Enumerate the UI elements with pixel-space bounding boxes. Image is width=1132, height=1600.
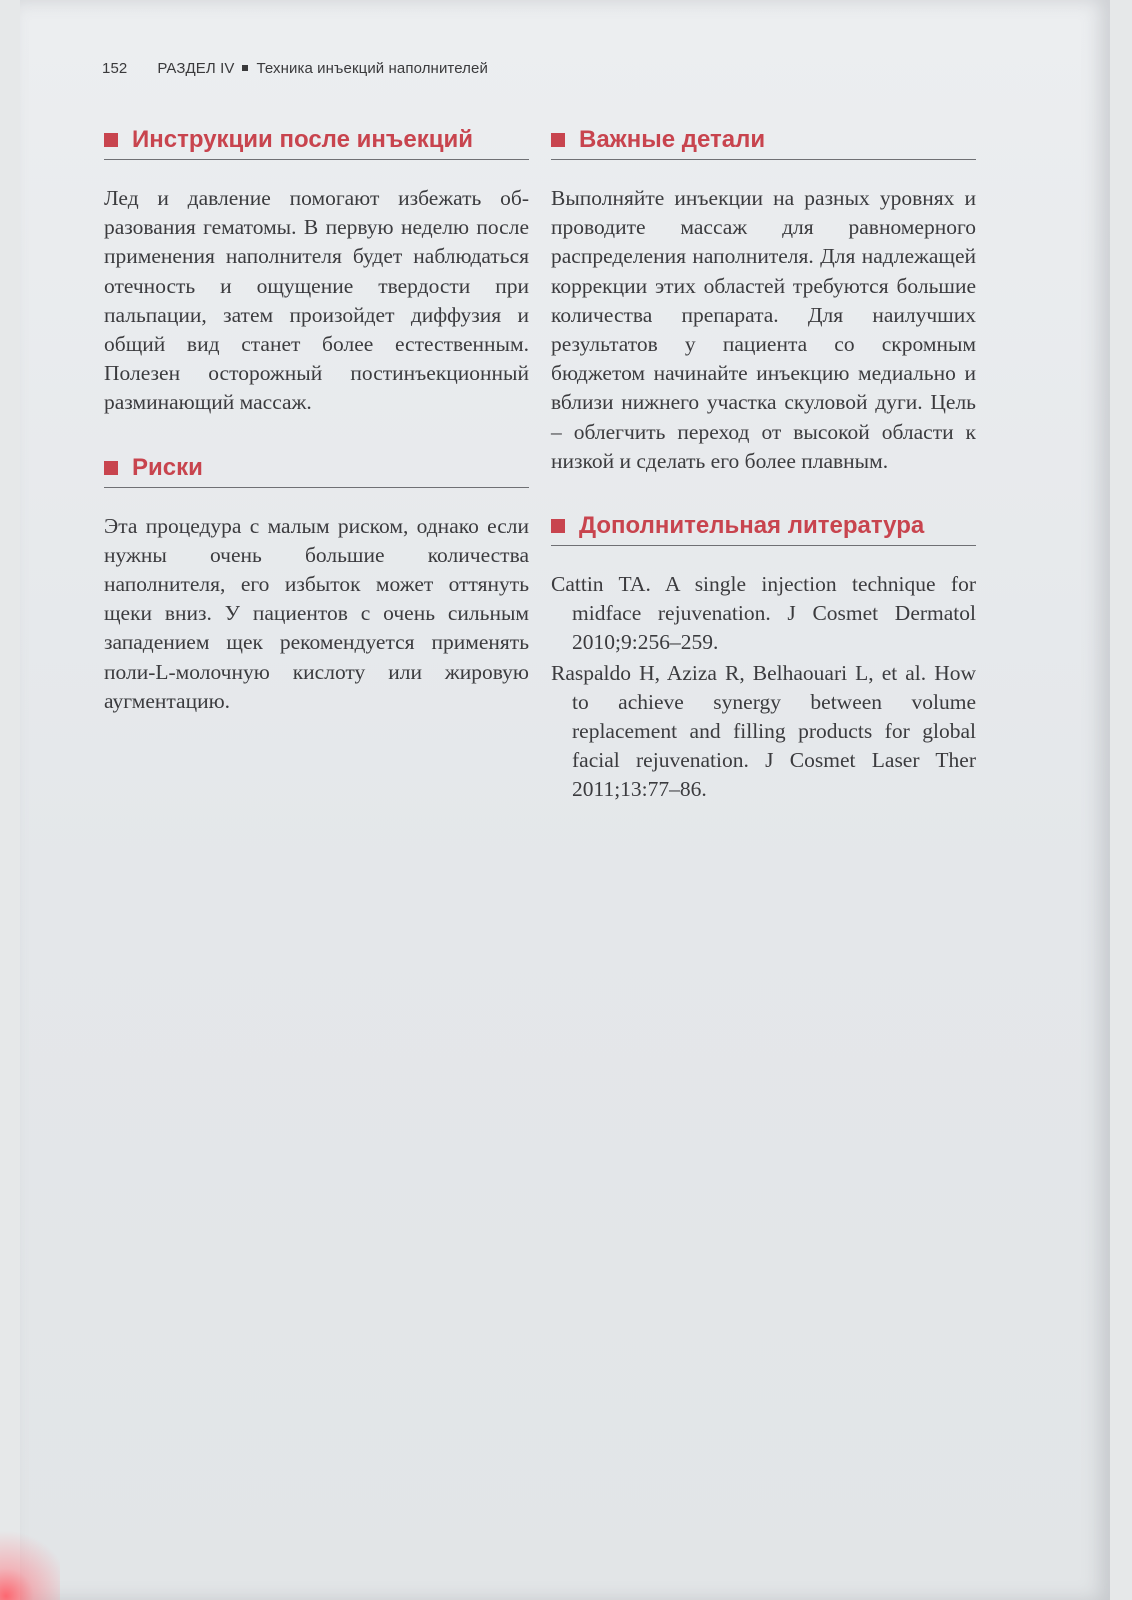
- separator-square-icon: [242, 65, 248, 71]
- heading-square-icon: [551, 519, 565, 533]
- section-heading-important-details: [551, 124, 976, 160]
- section-heading-post-injection: [104, 124, 529, 160]
- heading-square-icon: [551, 133, 565, 147]
- left-column: [104, 124, 529, 716]
- reference-item: Raspaldo H, Aziza R, Belhaouari L, et al. How to achieve synergy between volume replacement and filling products for global facial rejuvenation. J Cosmet Laser Ther 2011;13:77–86.: [551, 661, 976, 802]
- important-details-paragraph: Выполняйте инъекции на разных уровнях и проводите массаж для равномерного распределения наполнителя. Для надлежащей коррекции этих областей требуются большие количества препарата. Для наилучших результатов у пациента со скромным бюджетом начинайте инъекцию медиально и вблизи нижнего участка скуловой дуги. Цель – облегчить переход от высокой области к низкой и сделать его более плавным.: [551, 186, 976, 473]
- book-page: [20, 0, 1110, 1600]
- section-heading-risks: [104, 452, 529, 488]
- running-head: [102, 60, 488, 77]
- section-heading-further-reading: [551, 510, 976, 546]
- page-number: 152: [102, 60, 128, 77]
- reference-list: [551, 570, 976, 804]
- heading-text: Важные детали: [579, 126, 766, 153]
- section-label: РАЗДЕЛ IV: [157, 60, 235, 77]
- risks-paragraph: Эта процедура с малым риском, однако если нужны очень большие количества наполнителя, его избыток может оттянуть щеки вниз. У пациентов с очень сильным западением щек рекомендуется применять поли-L-молочную кислоту или жировую аугментацию.: [104, 513, 529, 713]
- post-injection-paragraph: Лед и давление помогают избежать образования гематомы. В первую неделю после применения наполнителя будет наблюдаться отечность и ощущение твердости при пальпации, затем произойдет диффузия и общий вид станет более естественным. Полезен осторожный постинъекционный разминающий массаж.: [104, 186, 529, 415]
- heading-square-icon: [104, 461, 118, 475]
- heading-square-icon: [104, 133, 118, 147]
- reference-item: Cattin TA. A single injection technique for midface rejuvenation. J Cosmet Dermatol 2010;9:256–259.: [551, 572, 976, 655]
- heading-text: Дополнительная литература: [579, 512, 925, 540]
- right-column: [551, 124, 976, 806]
- heading-text: Инструкции после инъекций: [132, 126, 473, 153]
- chapter-title: Техника инъекций наполнителей: [256, 60, 488, 77]
- heading-text: Риски: [132, 453, 203, 481]
